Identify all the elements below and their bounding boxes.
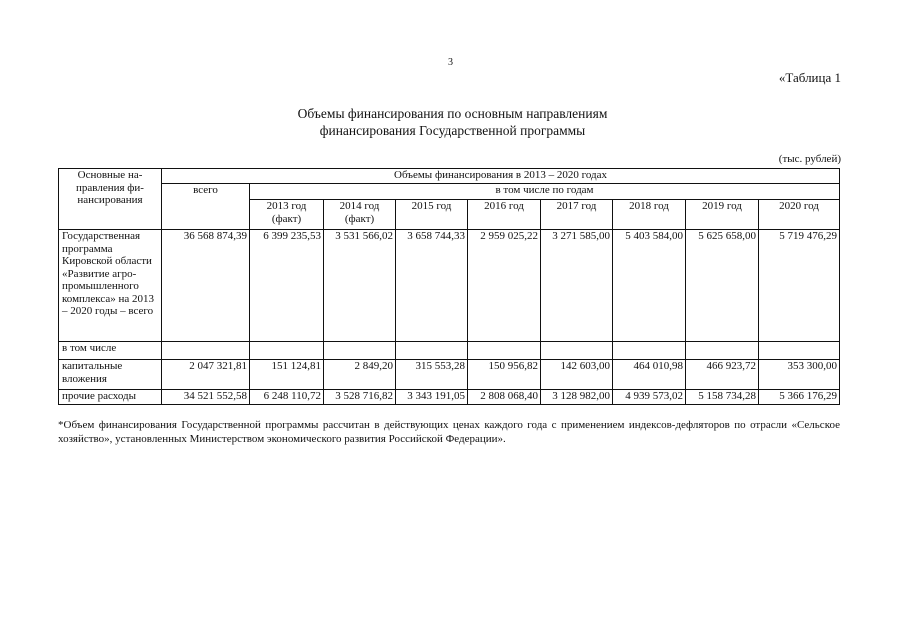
by-year-header: в том числе по годам <box>250 184 840 200</box>
value-cell: 151 124,81 <box>250 360 324 390</box>
row-name: Государственная программа Кировской области «Развитие агро-промышленного комплекса» на 2013 – 2020 годы – всего <box>59 230 162 342</box>
value-cell: 6 399 235,53 <box>250 230 324 342</box>
year-header: 2016 год <box>468 200 541 230</box>
value-cell: 466 923,72 <box>686 360 759 390</box>
value-cell <box>396 342 468 360</box>
value-cell: 2 808 068,40 <box>468 390 541 405</box>
direction-header: Основные на-правления фи-нансирования <box>59 169 162 230</box>
value-cell <box>759 342 840 360</box>
value-cell: 2 849,20 <box>324 360 396 390</box>
table-title-line2: финансирования Государственной программы <box>319 123 586 138</box>
financing-group-header: Объемы финансирования в 2013 – 2020 годах <box>162 169 840 184</box>
table-row <box>59 360 840 390</box>
value-cell: 5 158 734,28 <box>686 390 759 405</box>
year-header: 2015 год <box>396 200 468 230</box>
value-cell: 3 271 585,00 <box>541 230 613 342</box>
page-number: 3 <box>448 57 453 68</box>
value-cell <box>324 342 396 360</box>
total-cell: 2 047 321,81 <box>162 360 250 390</box>
row-name: капитальные вложения <box>59 360 162 390</box>
table-row <box>59 390 840 405</box>
total-cell: 34 521 552,58 <box>162 390 250 405</box>
value-cell: 4 939 573,02 <box>613 390 686 405</box>
value-cell: 353 300,00 <box>759 360 840 390</box>
value-cell: 3 343 191,05 <box>396 390 468 405</box>
table-row <box>59 230 840 342</box>
units-label: (тыс. рублей) <box>778 153 841 165</box>
value-cell: 464 010,98 <box>613 360 686 390</box>
value-cell: 5 366 176,29 <box>759 390 840 405</box>
total-cell <box>162 342 250 360</box>
year-header: 2013 год (факт) <box>250 200 324 230</box>
table-label: «Таблица 1 <box>778 70 841 85</box>
value-cell: 5 719 476,29 <box>759 230 840 342</box>
value-cell <box>541 342 613 360</box>
table-row <box>59 342 840 360</box>
value-cell: 150 956,82 <box>468 360 541 390</box>
value-cell: 142 603,00 <box>541 360 613 390</box>
value-cell: 3 531 566,02 <box>324 230 396 342</box>
year-header: 2014 год (факт) <box>324 200 396 230</box>
table-title-line1: Объемы финансирования по основным направлениям <box>297 106 608 121</box>
year-header: 2019 год <box>686 200 759 230</box>
value-cell: 3 128 982,00 <box>541 390 613 405</box>
year-header: 2017 год <box>541 200 613 230</box>
financing-table <box>58 168 840 405</box>
value-cell <box>468 342 541 360</box>
year-header: 2018 год <box>613 200 686 230</box>
total-cell: 36 568 874,39 <box>162 230 250 342</box>
row-name: в том числе <box>59 342 162 360</box>
value-cell <box>613 342 686 360</box>
value-cell: 2 959 025,22 <box>468 230 541 342</box>
footnote: *Объем финансирования Государственной программы рассчитан в действующих ценах каждого года с применением индексов-дефляторов по отрасли «Сельское хозяйство», установленных Министерством экономического развития Российской Федерации». <box>58 419 840 445</box>
value-cell: 6 248 110,72 <box>250 390 324 405</box>
total-header: всего <box>162 184 250 230</box>
value-cell: 3 658 744,33 <box>396 230 468 342</box>
value-cell: 5 625 658,00 <box>686 230 759 342</box>
year-header: 2020 год <box>759 200 840 230</box>
value-cell: 5 403 584,00 <box>613 230 686 342</box>
value-cell: 3 528 716,82 <box>324 390 396 405</box>
value-cell <box>250 342 324 360</box>
value-cell: 315 553,28 <box>396 360 468 390</box>
row-name: прочие расходы <box>59 390 162 405</box>
value-cell <box>686 342 759 360</box>
